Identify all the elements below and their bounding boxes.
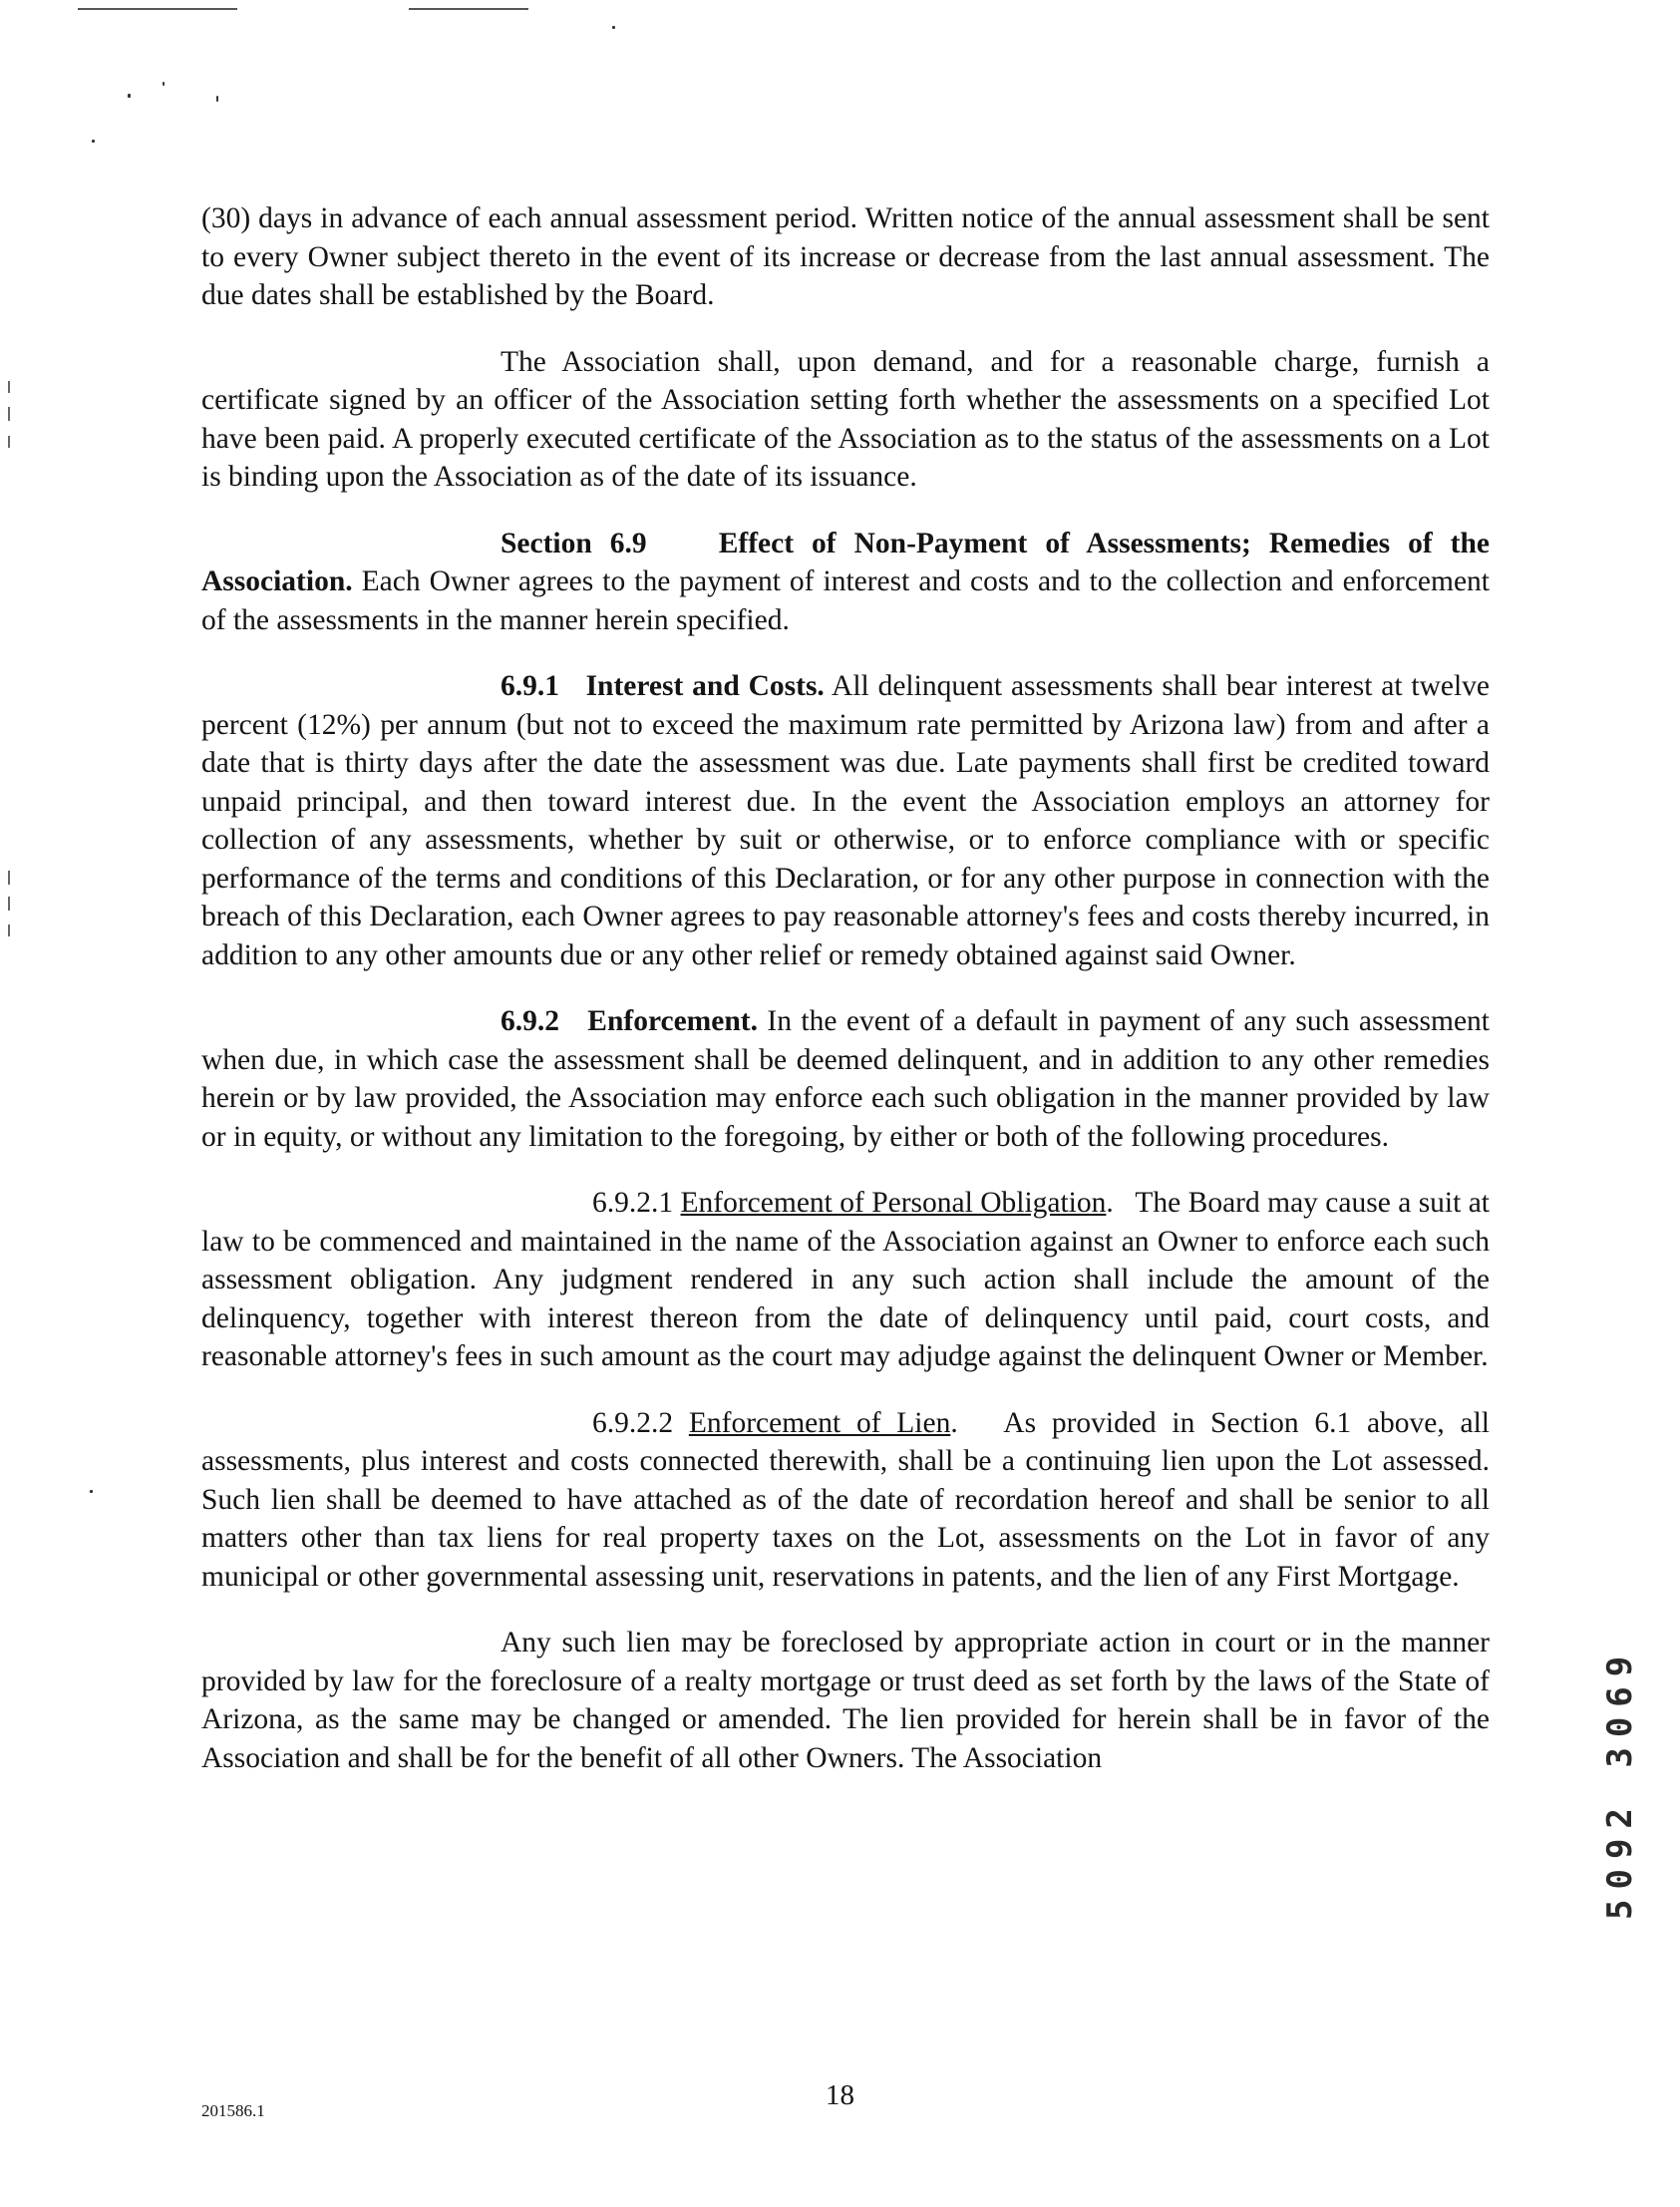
revision-bar [8,897,10,911]
section-6-9-title: Effect of Non-Payment of Assessments; Remedies of the Association. [201,527,1490,597]
paragraph-certificate: The Association shall, upon demand, and for a reasonable charge, furnish a certificate signed by an officer of the Association setting forth whether the assessments on a specified Lot have been paid. A properly executed certificate of the Association as to the status of the assessments on a Lot is binding upon the Association as of the date of its issuance. [201,345,1490,493]
revision-bar [8,924,10,936]
section-6-9-body: Each Owner agrees to the payment of interest and costs and to the collection and enforcement of the assessments in the manner herein specified. [201,565,1491,636]
scan-speck [163,82,165,86]
section-6-9-1-title: Interest and Costs. [585,670,825,702]
section-6-9-2-2: 6.9.2.2 Enforcement of Lien. As provided in Section 6.1 above, all assessments, plus interest and costs connected therewith, shall be a continuing lien upon the Lot assessed. Such lien shall be deemed to have attached as of the date of recordation hereof and shall be senior to all matters other than tax liens for real property taxes on the Lot, assessments on the Lot in favor of any municipal or other governmental assessing unit, reservations in patents, and the lien of any First Mortgage. [201,1406,1490,1593]
section-6-9-2-label: 6.9.2 [501,1005,559,1037]
section-6-9-label: Section 6.9 [501,527,647,559]
revision-bar [8,436,10,448]
section-6-9-1 [201,667,1490,974]
section-6-9-2-2-title: Enforcement of Lien [688,1406,951,1439]
recording-stamp [1600,1571,1660,1920]
recording-stamp-number: 5092 3069 [1600,1646,1640,1920]
scan-artifact-line [409,8,528,10]
section-6-9-2-2-body: As provided in Section 6.1 above, all assessments, plus interest and costs connected therewith, shall be a continuing lien upon the Lot assessed. Such lien shall be deemed to have attached as of the date of recordation hereof and shall be senior to all matters other than tax liens for real property taxes on the Lot, assessments on the Lot in favor of any municipal or other governmental assessing unit, reservations in patents, and the lien of any First Mortgage. [201,1406,1490,1593]
revision-bar [8,407,10,421]
document-id: 201586.1 [201,2101,265,2120]
section-6-9-1-body: All delinquent assessments shall bear interest at twelve percent (12%) per annum (but not to exceed the maximum rate permitted by Arizona law) from and after a date that is thirty days after the date the assessment was due. Late payments shall first be credited toward unpaid principal, and then toward interest due. In the event the Association employs an attorney for collection of any assessments, whether by suit or otherwise, or to enforce compliance with or specific performance of the terms and conditions of this Declaration, or for any other purpose in connection with the breach of this Declaration, each Owner agrees to pay reasonable attorney's fees and costs thereby incurred, in addition to any other amounts due or any other relief or remedy obtained against said Owner. [201,670,1491,971]
section-6-9 [201,525,1490,640]
paragraph-annual-notice: (30) days in advance of each annual assessment period. Written notice of the annual assessment shall be sent to every Owner subject thereto in the event of its increase or decrease from the last annual assessment. The due dates shall be established by the Board. [201,202,1490,311]
section-6-9-2 [201,1002,1490,1156]
section-6-9-2-1: 6.9.2.1 Enforcement of Personal Obligation. The Board may cause a suit at law to be commenced and maintained in the name of the Association against an Owner to enforce each such assessment obligation. Any judgment rendered in any such action shall include the amount of the delinquency, together with interest thereon from the date of delinquency until paid, court costs, and reasonable attorney's fees in such amount as the court may adjudge against the delinquent Owner or Member. [201,1187,1490,1372]
scan-speck [128,94,131,98]
section-6-9-2-2-label: 6.9.2.2 [592,1406,674,1439]
scan-speck [216,96,218,102]
section-6-9-2-1-body: The Board may cause a suit at law to be commenced and maintained in the name of the Association against an Owner to enforce each such assessment obligation. Any judgment rendered in any such action shall include the amount of the delinquency, together with interest thereon from the date of delinquency until paid, court costs, and reasonable attorney's fees in such amount as the court may adjudge against the delinquent Owner or Member. [201,1187,1490,1372]
section-6-9-1-label: 6.9.1 [501,670,559,702]
page-number: 18 [826,2079,854,2111]
document-body [201,199,1490,1777]
scan-speck [90,1490,93,1493]
section-6-9-2-body: In the event of a default in payment of any such assessment when due, in which case the assessment shall be deemed delinquent, and in addition to any other remedies herein or by law provided, the Association may enforce each such obligation in the manner provided by law or in equity, or without any limitation to the foregoing, by either or both of the following procedures. [201,1005,1491,1153]
scan-speck [612,26,615,29]
section-6-9-2-1-label: 6.9.2.1 [592,1187,674,1219]
scan-artifact-line [78,8,237,10]
paragraph-foreclosure: Any such lien may be foreclosed by appropriate action in court or in the manner provided by law for the foreclosure of a realty mortgage or trust deed as set forth by the laws of the State of Arizona, as the same may be changed or amended. The lien provided for herein shall be in favor of the Association and shall be for the benefit of all other Owners. The Association [201,1627,1490,1774]
scan-speck [92,140,95,143]
section-6-9-2-1-title: Enforcement of Personal Obligation [680,1187,1107,1219]
section-6-9-2-title: Enforcement. [587,1005,758,1037]
revision-bar [8,381,10,393]
revision-bar [8,871,10,885]
